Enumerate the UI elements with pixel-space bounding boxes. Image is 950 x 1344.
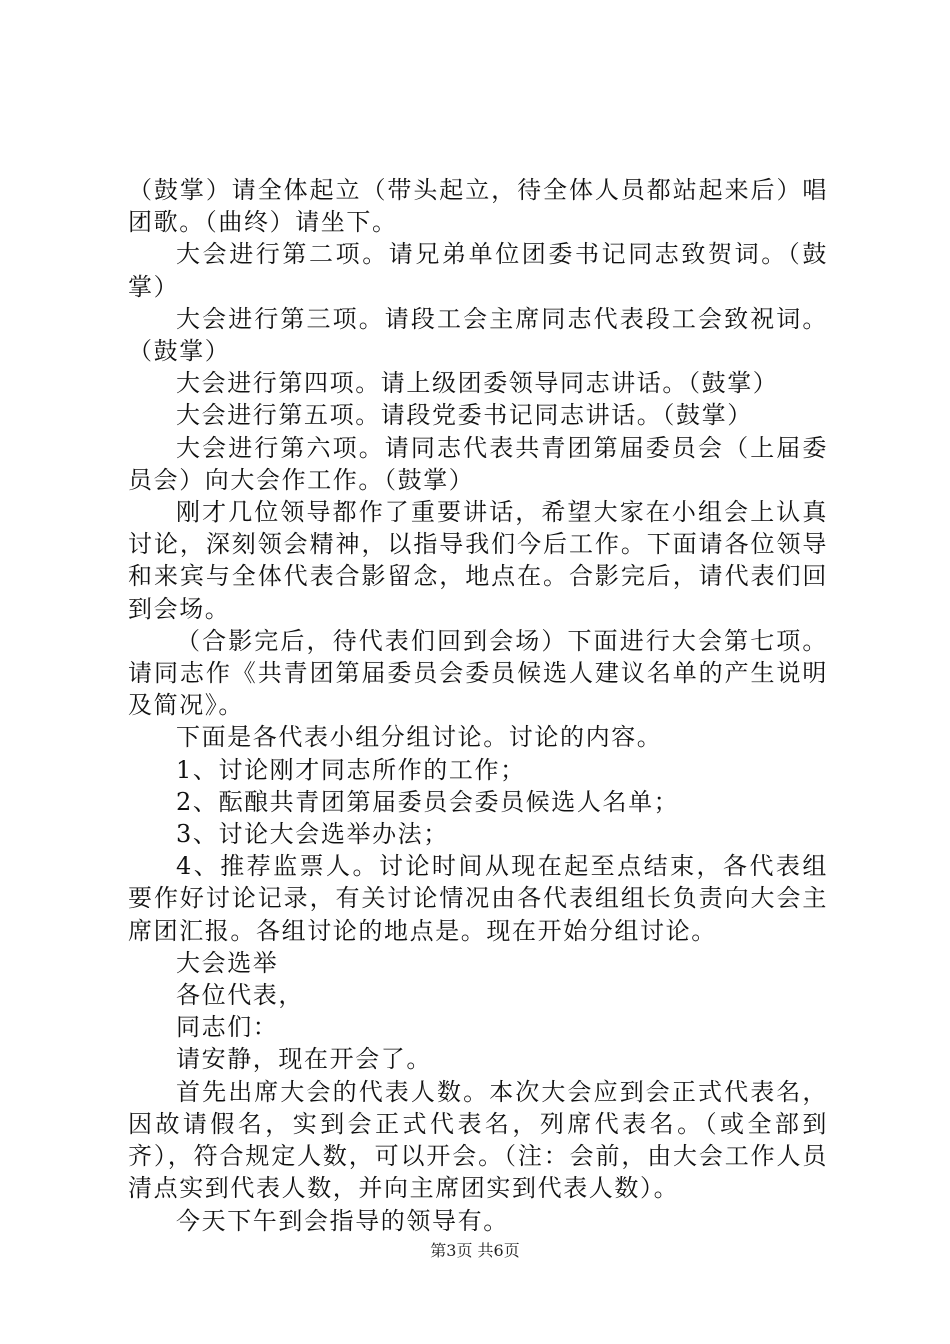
- salutation: 同志们：: [176, 1013, 279, 1042]
- salutation: 各位代表，: [176, 981, 304, 1010]
- paragraph: 今天下午到会指导的领导有。: [176, 1206, 509, 1235]
- paragraph: （鼓掌）请全体起立（带头起立，待全体人员都站起来后）唱团歌。（曲终）请坐下。: [128, 176, 828, 237]
- paragraph: 大会进行第五项。请段党委书记同志讲话。（鼓掌）: [176, 401, 753, 430]
- paragraph: 大会进行第三项。请段工会主席同志代表段工会致祝词。（鼓掌）: [128, 304, 828, 366]
- list-item: 2、酝酿共青团第届委员会委员候选人名单；: [176, 787, 680, 816]
- paragraph: 大会进行第二项。请兄弟单位团委书记同志致贺词。（鼓掌）: [128, 240, 828, 301]
- paragraph: 大会进行第六项。请同志代表共青团第届委员会（上届委员会）向大会作工作。（鼓掌）: [128, 433, 828, 494]
- paragraph: 刚才几位领导都作了重要讲话，希望大家在小组会上认真讨论，深刻领会精神，以指导我们今后工作。下面请各位领导和来宾与全体代表合影留念，地点在。合影完后，请代表们回到会场。: [128, 498, 828, 623]
- section-heading: 大会选举: [176, 948, 279, 977]
- list-item: 1、讨论刚才同志所作的工作；: [176, 755, 526, 784]
- list-item: 4、推荐监票人。讨论时间从现在起至点结束，各代表组要作好讨论记录，有关讨论情况由各代表组组长负责向大会主席团汇报。各组讨论的地点是。现在开始分组讨论。: [128, 852, 828, 945]
- paragraph: 首先出席大会的代表人数。本次大会应到会正式代表名，因故请假名，实到会正式代表名，列席代表名。（或全部到齐），符合规定人数，可以开会。（注：会前，由大会工作人员清点实到代表人数，并向主席团实到代表人数）。: [128, 1077, 828, 1203]
- paragraph: 下面是各代表小组分组讨论。讨论的内容。: [176, 723, 663, 752]
- paragraph: （合影完后，待代表们回到会场）下面进行大会第七项。请同志作《共青团第届委员会委员候选人建议名单的产生说明及简况》。: [128, 626, 828, 720]
- document-body: [128, 174, 828, 1237]
- list-item: 3、讨论大会选举办法；: [176, 820, 449, 849]
- paragraph: 请安静，现在开会了。: [176, 1045, 432, 1074]
- page-footer: 第3页 共6页: [430, 1241, 520, 1260]
- paragraph: 大会进行第四项。请上级团委领导同志讲话。（鼓掌）: [176, 369, 779, 398]
